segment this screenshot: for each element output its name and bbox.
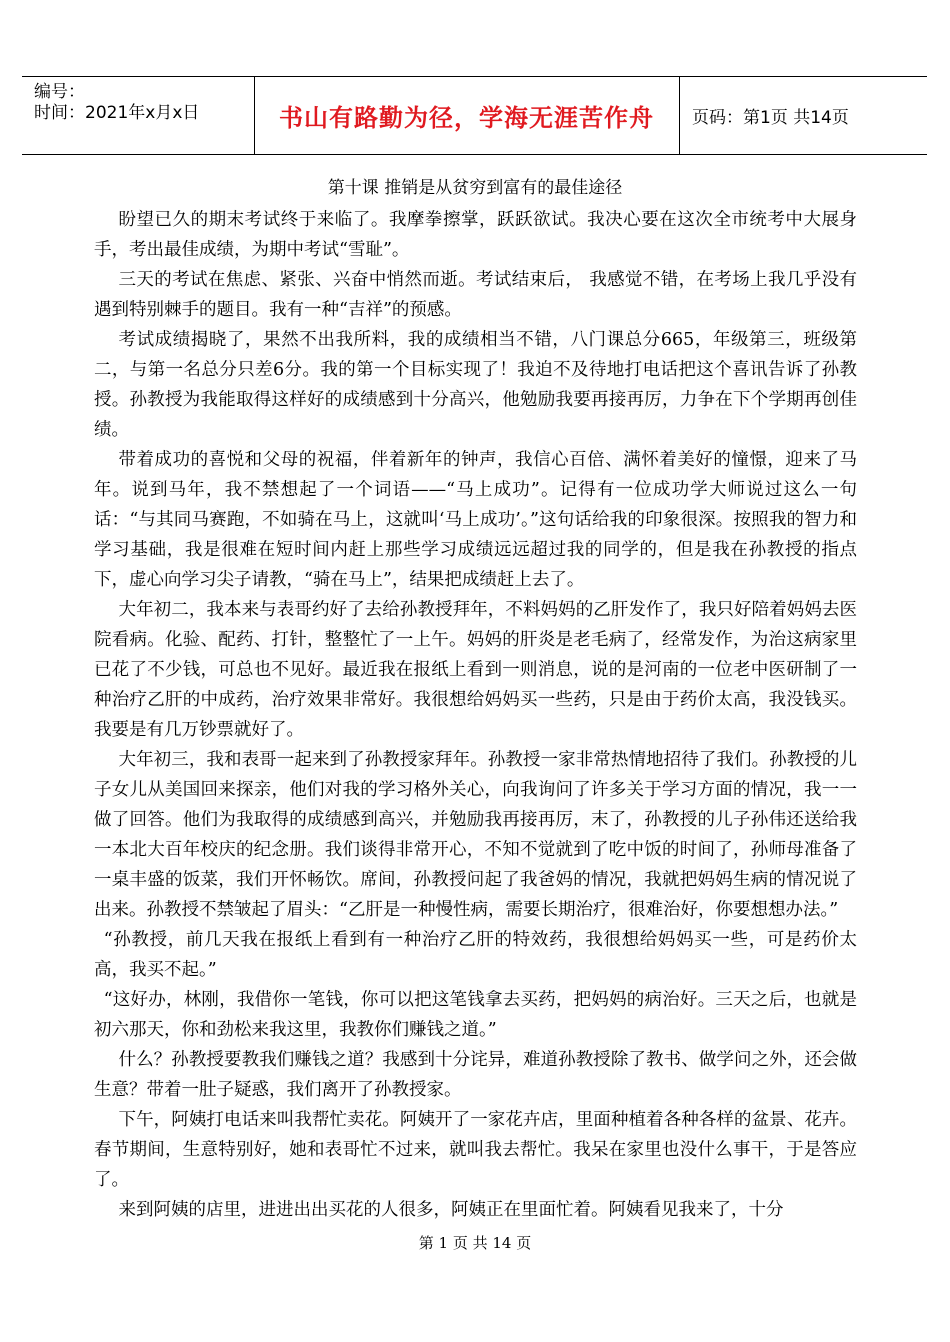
paragraph: 考试成绩揭晓了，果然不出我所料，我的成绩相当不错，八门课总分665，年级第三，班级第二，与第一名总分只差6分。我的第一个目标实现了！我迫不及待地打电话把这个喜讯告诉了孙教授。孙教授为我能取得这样好的成绩感到十分高兴，他勉励我要再接再厉，力争在下个学期再创佳绩。: [94, 330, 857, 440]
paragraph: 来到阿姨的店里，进进出出买花的人很多，阿姨正在里面忙着。阿姨看见我来了，十分: [118, 1200, 784, 1220]
paragraph-quote: “孙教授，前几天我在报纸上看到有一种治疗乙肝的特效药，我很想给妈妈买一些，可是药价太高，我买不起。”: [94, 930, 857, 980]
header-meta: [34, 82, 252, 124]
serial-label: 编号：: [34, 82, 85, 102]
body-text: [94, 205, 857, 1225]
time-label: 时间：2021年x月x日: [34, 103, 200, 123]
paragraph-quote: “这好办，林刚，我借你一笔钱，你可以把这笔钱拿去买药，把妈妈的病治好。三天之后，也就是初六那天，你和劲松来我这里，我教你们赚钱之道。”: [94, 990, 857, 1040]
paragraph: 下午，阿姨打电话来叫我帮忙卖花。阿姨开了一家花卉店，里面种植着各种各样的盆景、花卉。春节期间，生意特别好，她和表哥忙不过来，就叫我去帮忙。我呆在家里也没什么事干，于是答应了。: [94, 1110, 857, 1190]
header-divider-right: [679, 77, 680, 154]
header-bottom-rule: [22, 154, 927, 155]
lesson-title: 第十课 推销是从贫穷到富有的最佳途径: [327, 178, 623, 198]
paragraph: 大年初三，我和表哥一起来到了孙教授家拜年。孙教授一家非常热情地招待了我们。孙教授的儿子女儿从美国回来探亲，他们对我的学习格外关心，向我询问了许多关于学习方面的情况，我一一做了回答。他们为我取得的成绩感到高兴，并勉励我再接再厉，末了，孙教授的儿子孙伟还送给我一本北大百年校庆的纪念册。我们谈得非常开心，不知不觉就到了吃中饭的时间了，孙师母准备了一桌丰盛的饭菜，我们开怀畅饮。席间，孙教授问起了我爸妈的情况，我就把妈妈生病的情况说了出来。孙教授不禁皱起了眉头：“乙肝是一种慢性病，需要长期治疗，很难治好，你要想想办法。”: [94, 750, 857, 920]
paragraph: 带着成功的喜悦和父母的祝福，伴着新年的钟声，我信心百倍、满怀着美好的憧憬，迎来了马年。说到马年，我不禁想起了一个词语——“马上成功”。记得有一位成功学大师说过这么一句话：“与其同马赛跑，不如骑在马上，这就叫‘马上成功’。”这句话给我的印象很深。按照我的智力和学习基础，我是很难在短时间内赶上那些学习成绩远远超过我的同学的，但是我在孙教授的指点下，虚心向学习尖子请教，“骑在马上”，结果把成绩赶上去了。: [94, 450, 857, 590]
paragraph: 三天的考试在焦虑、紧张、兴奋中悄然而逝。考试结束后， 我感觉不错，在考场上我几乎没有遇到特别棘手的题目。我有一种“吉祥”的预感。: [94, 270, 857, 320]
header-motto: 书山有路勤为径，学海无涯苦作舟: [279, 104, 654, 132]
paragraph: 盼望已久的期末考试终于来临了。我摩拳擦掌，跃跃欲试。我决心要在这次全市统考中大展身手，考出最佳成绩，为期中考试“雪耻”。: [94, 210, 857, 260]
page-footer: 第 1 页 共 14 页: [418, 1234, 532, 1252]
paragraph: 什么？孙教授要教我们赚钱之道？我感到十分诧异，难道孙教授除了教书、做学问之外，还会做生意？带着一肚子疑惑，我们离开了孙教授家。: [94, 1050, 857, 1100]
header-page-info: 页码：第1页 共14页: [692, 108, 849, 128]
paragraph: 大年初二，我本来与表哥约好了去给孙教授拜年，不料妈妈的乙肝发作了，我只好陪着妈妈去医院看病。化验、配药、打针，整整忙了一上午。妈妈的肝炎是老毛病了，经常发作，为治这病家里已花了不少钱，可总也不见好。最近我在报纸上看到一则消息，说的是河南的一位老中医研制了一种治疗乙肝的中成药，治疗效果非常好。我很想给妈妈买一些药，只是由于药价太高，我没钱买。我要是有几万钞票就好了。: [94, 600, 857, 740]
